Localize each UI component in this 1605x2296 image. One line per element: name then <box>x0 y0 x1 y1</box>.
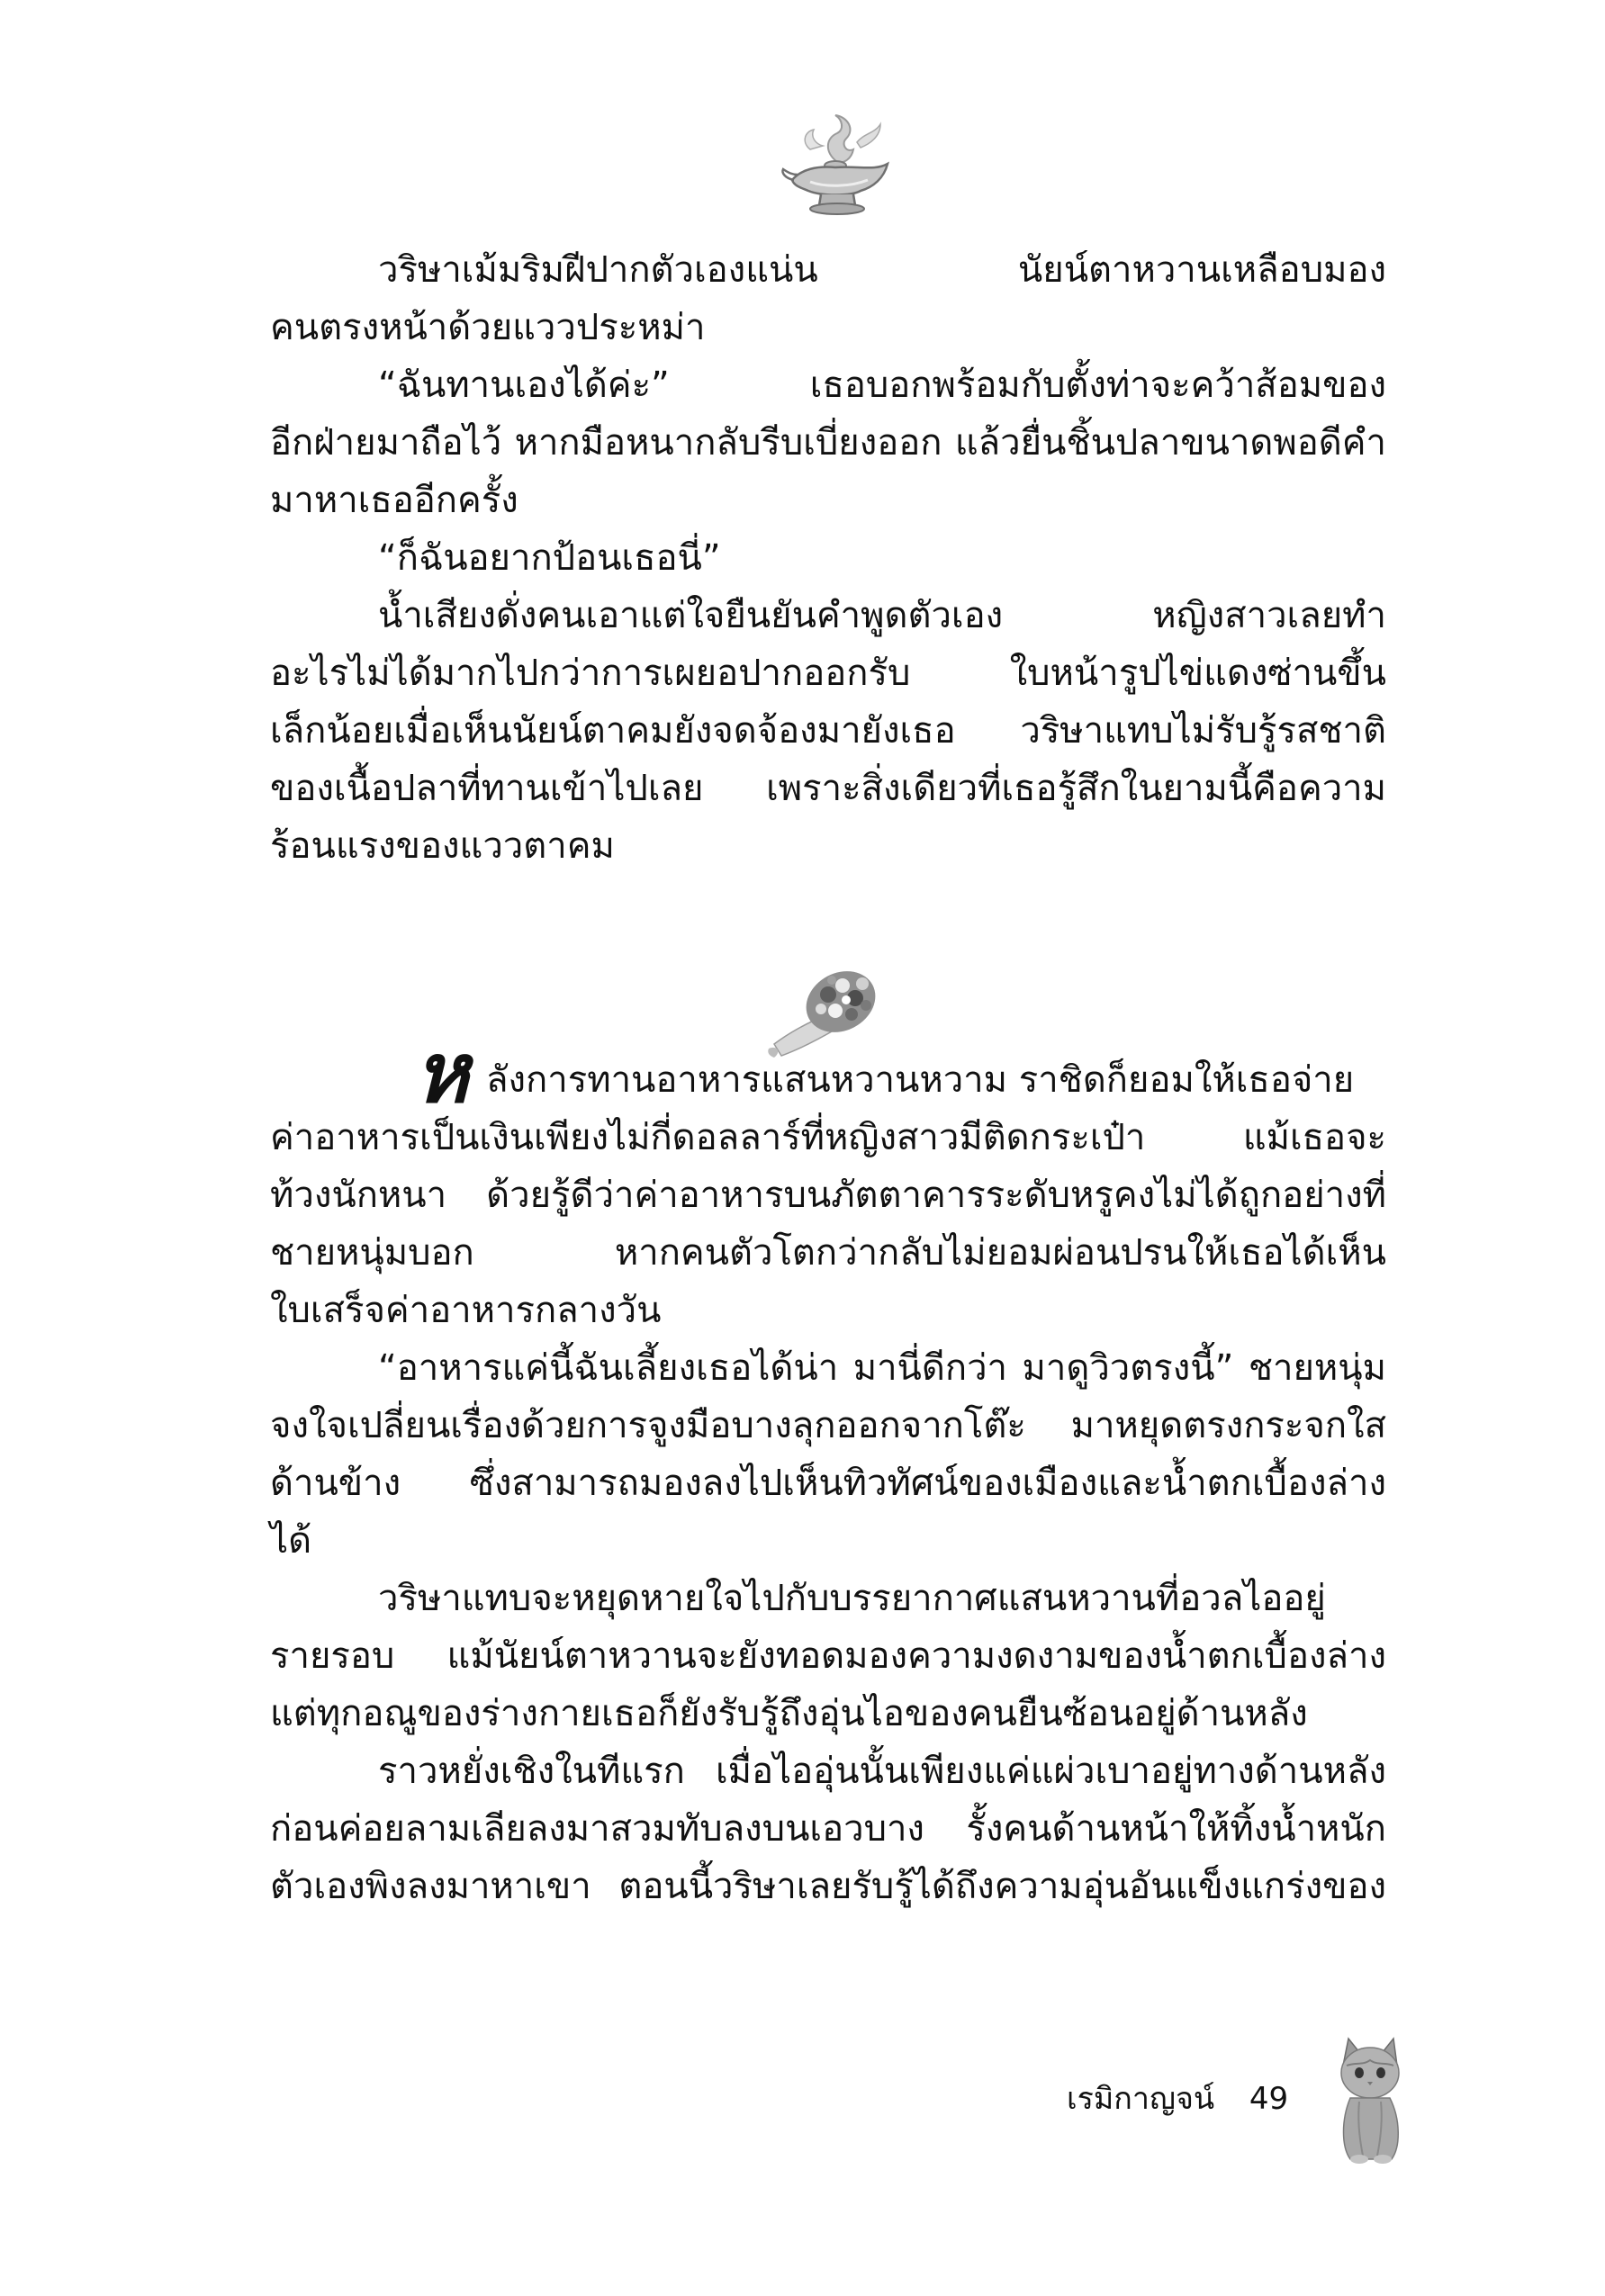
text-line: แต่ทุกอณูของร่างกายเธอก็ยังรับรู้ถึงอุ่นไอของคนยืนซ้อนอยู่ด้านหลัง <box>270 1693 1308 1734</box>
text-line: ด้านข้าง ซึ่งสามารถมองลงไปเห็นทิวทัศน์ของเมืองและน้ำตกเบื้องล่าง <box>270 1463 1386 1504</box>
dropcap-paragraph-first-line <box>270 1024 1386 1121</box>
page-number: 49 <box>1249 2081 1289 2117</box>
text-line: ของเนื้อปลาที่ทานเข้าไปเลย เพราะสิ่งเดียวที่เธอรู้สึกในยามนี้คือความ <box>270 768 1386 809</box>
text-line: “ฉันทานเองได้ค่ะ” เธอบอกพร้อมกับตั้งท่าจะคว้าส้อมของ <box>378 365 1386 406</box>
page-footer <box>1067 2081 1319 2117</box>
text-line: ราวหยั่งเชิงในทีแรก เมื่อไออุ่นนั้นเพียงแค่แผ่วเบาอยู่ทางด้านหลัง <box>378 1751 1386 1792</box>
text-line: มาหาเธออีกครั้ง <box>270 480 518 521</box>
text-line: ชายหนุ่มบอก หากคนตัวโตกว่ากลับไม่ยอมผ่อนปรนให้เธอได้เห็น <box>270 1232 1386 1274</box>
text-line: วริษาเม้มริมฝีปากตัวเองแน่น นัยน์ตาหวานเหลือบมอง <box>378 249 1386 291</box>
text-line: ท้วงนักหนา ด้วยรู้ดีว่าค่าอาหารบนภัตตาคารระดับหรูคงไม่ได้ถูกอย่างที่ <box>270 1175 1386 1216</box>
text-line: จงใจเปลี่ยนเรื่องด้วยการจูงมือบางลุกออกจากโต๊ะ มาหยุดตรงกระจกใส <box>270 1405 1386 1446</box>
text-line: คนตรงหน้าด้วยแววประหม่า <box>270 307 706 348</box>
text-line: วริษาแทบจะหยุดหายใจไปกับบรรยากาศแสนหวานที่อวลไออยู่ <box>378 1578 1326 1619</box>
text-line: รายรอบ แม้นัยน์ตาหวานจะยังทอดมองความงดงามของน้ำตกเบื้องล่าง <box>270 1635 1386 1677</box>
text-line: “ก็ฉันอยากป้อนเธอนี่” <box>378 537 721 579</box>
text-line: เล็กน้อยเมื่อเห็นนัยน์ตาคมยังจดจ้องมายังเธอ วริษาแทบไม่รับรู้รสชาติ <box>270 710 1386 752</box>
oil-lamp-icon <box>774 106 900 223</box>
text-line: ตัวเองพิงลงมาหาเขา ตอนนี้วริษาเลยรับรู้ได้ถึงความอุ่นอันแข็งแกร่งของ <box>270 1866 1386 1907</box>
text-line: ลังการทานอาหารแสนหวานหวาม ราชิดก็ยอมให้เธอจ่าย <box>486 1059 1355 1101</box>
text-line: อะไรไม่ได้มากไปกว่าการเผยอปากออกรับ ใบหน้ารูปไข่แดงซ่านขึ้น <box>270 653 1386 694</box>
kitten-icon <box>1323 2030 1418 2165</box>
text-line: ได้ <box>270 1520 312 1562</box>
paragraph-block-2 <box>270 1024 1386 1915</box>
author-name: เรมิกาญจน์ <box>1067 2081 1215 2117</box>
text-line: ใบเสร็จค่าอาหารกลางวัน <box>270 1290 662 1331</box>
text-line: น้ำเสียงดั่งคนเอาแต่ใจยืนยันคำพูดตัวเอง หญิงสาวเลยทำ <box>378 595 1386 636</box>
text-line: ค่าอาหารเป็นเงินเพียงไม่กี่ดอลลาร์ที่หญิงสาวมีติดกระเป๋า แม้เธอจะ <box>270 1117 1386 1158</box>
dropcap-letter: ห <box>414 1024 469 1121</box>
text-line: ก่อนค่อยลามเลียลงมาสวมทับลงบนเอวบาง รั้งคนด้านหน้าให้ทิ้งน้ำหนัก <box>270 1808 1386 1850</box>
flower-bouquet-icon <box>765 959 887 1062</box>
text-line: ร้อนแรงของแววตาคม <box>270 825 615 867</box>
text-line: “อาหารแค่นี้ฉันเลี้ยงเธอได้น่า มานี่ดีกว่า มาดูวิวตรงนี้” ชายหนุ่ม <box>378 1347 1386 1389</box>
paragraph-block-1 <box>270 241 1386 875</box>
text-line: อีกฝ่ายมาถือไว้ หากมือหนากลับรีบเบี่ยงออก แล้วยื่นชิ้นปลาขนาดพอดีคำ <box>270 422 1386 464</box>
